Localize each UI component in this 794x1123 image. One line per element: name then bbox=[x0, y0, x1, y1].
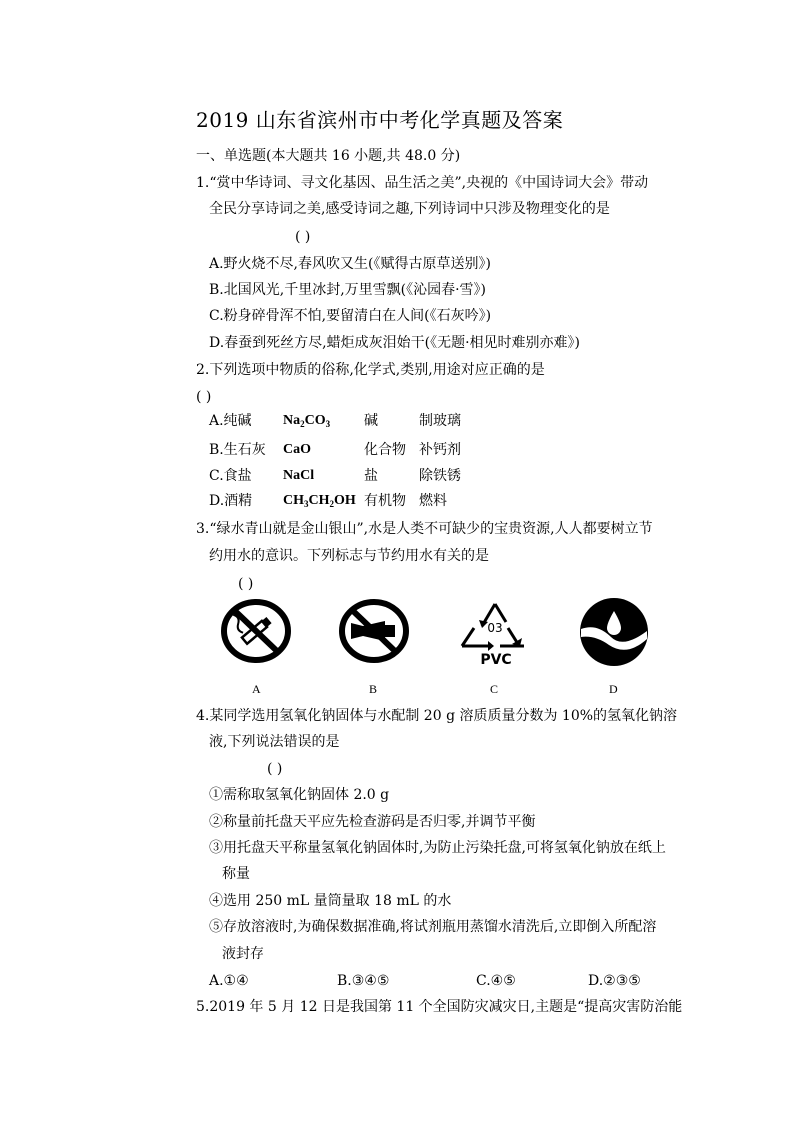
q4-stem-line2: 液,下列说法错误的是 bbox=[209, 734, 340, 750]
sign-d-label: D bbox=[609, 682, 618, 696]
q2-option-label: B.生石灰 bbox=[209, 442, 266, 458]
q4-statement-1: ①需称取氢氧化钠固体 2.0 g bbox=[209, 787, 390, 803]
recycle-code-text: 03 bbox=[487, 621, 503, 635]
q3-stem-line2: 约用水的意识。下列标志与节约用水有关的是 bbox=[209, 548, 489, 564]
q4-statement-2: ②称量前托盘天平应先检查游码是否归零,并调节平衡 bbox=[209, 814, 536, 830]
q4-statement-5-cont: 液封存 bbox=[222, 946, 264, 962]
q4-statement-4: ④选用 250 mL 量筒量取 18 mL 的水 bbox=[209, 893, 452, 909]
q4-answer-paren: ( ) bbox=[267, 761, 283, 777]
sign-c-label: C bbox=[490, 682, 499, 696]
q2-use: 除铁锈 bbox=[419, 468, 461, 484]
q5-stem-line1: 5.2019 年 5 月 12 日是我国第 11 个全国防灾减灾日,主题是“提高灾害防治能 bbox=[196, 999, 683, 1015]
q2-use: 燃料 bbox=[419, 493, 447, 509]
q2-category: 有机物 bbox=[364, 493, 406, 509]
q4-option-c: C.④⑤ bbox=[476, 973, 516, 989]
q1-answer-paren: ( ) bbox=[295, 229, 311, 245]
q2-formula: $CH_3CH_2OH$ bbox=[283, 493, 356, 509]
q4-stem-line1: 4.某同学选用氢氧化钠固体与水配制 20 g 溶质质量分数为 10%的氢氧化钠溶 bbox=[196, 708, 678, 724]
q2-option-label: D.酒精 bbox=[209, 493, 253, 509]
q4-statement-5: ⑤存放溶液时,为确保数据准确,将试剂瓶用蒸馏水清洗后,立即倒入所配溶 bbox=[209, 919, 657, 935]
q2-category: 盐 bbox=[364, 468, 378, 484]
q2-formula: CaO bbox=[283, 442, 311, 457]
q2-stem: 2.下列选项中物质的俗称,化学式,类别,用途对应正确的是 bbox=[196, 362, 545, 378]
sign-a-label: A bbox=[252, 682, 261, 696]
q1-option-c: C.粉身碎骨浑不怕,要留清白在人间(《石灰吟》) bbox=[209, 308, 492, 324]
q2-category: 化合物 bbox=[364, 442, 406, 458]
q4-statement-3-cont: 称量 bbox=[222, 866, 250, 882]
q2-option-label: A.纯碱 bbox=[209, 413, 252, 429]
q2-category: 碱 bbox=[364, 413, 378, 429]
q2-formula: NaCl bbox=[283, 468, 315, 483]
q2-formula: $Na_2CO_3$ bbox=[283, 413, 331, 429]
no-smoking-icon bbox=[219, 597, 293, 665]
q1-option-b: B.北国风光,千里冰封,万里雪飘(《沁园春·雪》) bbox=[209, 282, 487, 298]
recycle-material-text: PVC bbox=[480, 652, 512, 668]
q3-answer-paren: ( ) bbox=[238, 576, 254, 592]
q4-option-d: D.②③⑤ bbox=[588, 973, 641, 989]
page-title: 2019 山东省滨州市中考化学真题及答案 bbox=[196, 108, 564, 132]
recycle-pvc-icon bbox=[452, 598, 538, 670]
q1-option-d: D.春蚕到死丝方尽,蜡炬成灰泪始干(《无题·相见时难别亦难》) bbox=[209, 335, 580, 351]
q4-option-b: B.③④⑤ bbox=[337, 973, 390, 989]
no-horn-icon bbox=[337, 597, 411, 665]
q2-use: 补钙剂 bbox=[419, 442, 461, 458]
q2-use: 制玻璃 bbox=[419, 413, 461, 429]
section-heading: 一、单选题(本大题共 16 小题,共 48.0 分) bbox=[196, 148, 461, 164]
q4-statement-3: ③用托盘天平称量氢氧化钠固体时,为防止污染托盘,可将氢氧化钠放在纸上 bbox=[209, 840, 666, 856]
q4-option-a: A.①④ bbox=[209, 973, 249, 989]
q1-stem-line2: 全民分享诗词之美,感受诗词之趣,下列诗词中只涉及物理变化的是 bbox=[209, 201, 610, 217]
water-saving-icon bbox=[577, 597, 651, 667]
q1-stem-line1: 1.“赏中华诗词、寻文化基因、品生活之美”,央视的《中国诗词大会》带动 bbox=[196, 175, 649, 191]
q2-answer-paren: ( ) bbox=[196, 389, 212, 405]
q1-option-a: A.野火烧不尽,春风吹又生(《赋得古原草送别》) bbox=[209, 256, 491, 272]
q3-stem-line1: 3.“绿水青山就是金山银山”,水是人类不可缺少的宝贵资源,人人都要树立节 bbox=[196, 521, 653, 537]
sign-b-label: B bbox=[369, 682, 378, 696]
q2-option-label: C.食盐 bbox=[209, 468, 252, 484]
